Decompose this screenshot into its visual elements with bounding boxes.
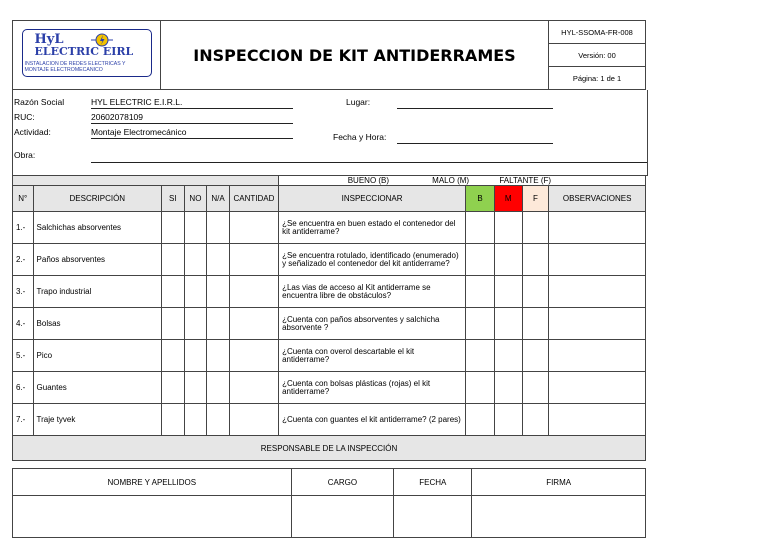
table-row bbox=[13, 308, 646, 340]
fecha-hora-field[interactable] bbox=[397, 143, 553, 144]
row-question: ¿Se encuentra rotulado, identificado (enumerado) y señalizado el contenedor del kit antiderrame? bbox=[279, 244, 466, 276]
na-cell[interactable] bbox=[207, 212, 230, 244]
col-nombre: NOMBRE Y APELLIDOS bbox=[13, 469, 292, 496]
legend-row bbox=[13, 176, 646, 186]
inspection-form bbox=[12, 20, 646, 539]
row-description: Bolsas bbox=[33, 308, 161, 340]
obra-field[interactable] bbox=[91, 162, 647, 163]
si-cell[interactable] bbox=[162, 276, 185, 308]
b-cell[interactable] bbox=[466, 212, 495, 244]
column-header-row bbox=[13, 186, 646, 212]
b-cell[interactable] bbox=[466, 244, 495, 276]
col-na: N/A bbox=[207, 186, 230, 212]
col-descripcion: DESCRIPCIÓN bbox=[33, 186, 161, 212]
f-cell[interactable] bbox=[522, 276, 549, 308]
observaciones-cell[interactable] bbox=[549, 372, 646, 404]
cantidad-cell[interactable] bbox=[229, 308, 278, 340]
col-fecha: FECHA bbox=[394, 469, 472, 496]
logo-text-tagline: INSTALACION DE REDES ELECTRICAS Y MONTAJE ELECTROMECANICO bbox=[24, 60, 126, 73]
table-row bbox=[13, 212, 646, 244]
si-cell[interactable] bbox=[162, 372, 185, 404]
row-question: ¿Cuenta con guantes el kit antiderrame? (2 pares) bbox=[279, 404, 466, 436]
col-no: NO bbox=[184, 186, 207, 212]
observaciones-cell[interactable] bbox=[549, 212, 646, 244]
na-cell[interactable] bbox=[207, 340, 230, 372]
legend-bueno: BUENO (B) bbox=[347, 176, 390, 185]
cantidad-cell[interactable] bbox=[229, 404, 278, 436]
observaciones-cell[interactable] bbox=[549, 340, 646, 372]
company-logo bbox=[22, 29, 152, 77]
form-version: Versión: 00 bbox=[549, 44, 646, 67]
obra-label: Obra: bbox=[14, 150, 36, 160]
razon-social-underline bbox=[91, 108, 293, 109]
cantidad-cell[interactable] bbox=[229, 276, 278, 308]
na-cell[interactable] bbox=[207, 276, 230, 308]
actividad-label: Actividad: bbox=[14, 127, 51, 137]
row-number: 6.- bbox=[13, 372, 34, 404]
form-title: INSPECCION DE KIT ANTIDERRAMES bbox=[161, 21, 549, 90]
table-row bbox=[13, 340, 646, 372]
lugar-label: Lugar: bbox=[346, 97, 371, 107]
cantidad-cell[interactable] bbox=[229, 212, 278, 244]
m-cell[interactable] bbox=[494, 244, 522, 276]
no-cell[interactable] bbox=[184, 308, 207, 340]
row-number: 4.- bbox=[13, 308, 34, 340]
responsables-table bbox=[12, 468, 646, 538]
row-question: ¿Se encuentra en buen estado el contenedor del kit antiderrame? bbox=[279, 212, 466, 244]
general-info-section bbox=[12, 90, 648, 176]
no-cell[interactable] bbox=[184, 212, 207, 244]
f-cell[interactable] bbox=[522, 212, 549, 244]
row-description: Paños absorventes bbox=[33, 244, 161, 276]
na-cell[interactable] bbox=[207, 308, 230, 340]
b-cell[interactable] bbox=[466, 340, 495, 372]
actividad-underline bbox=[91, 138, 293, 139]
m-cell[interactable] bbox=[494, 276, 522, 308]
legend-malo: MALO (M) bbox=[432, 176, 470, 185]
b-cell[interactable] bbox=[466, 276, 495, 308]
responsables-title: RESPONSABLE DE LA INSPECCIÓN bbox=[13, 436, 646, 461]
logo-text-hyl: HyL bbox=[34, 31, 64, 47]
cantidad-cell[interactable] bbox=[229, 340, 278, 372]
observaciones-cell[interactable] bbox=[549, 308, 646, 340]
f-cell[interactable] bbox=[522, 372, 549, 404]
na-cell[interactable] bbox=[207, 372, 230, 404]
form-page: Página: 1 de 1 bbox=[549, 67, 646, 90]
cargo-cell[interactable] bbox=[291, 496, 394, 538]
table-row bbox=[13, 372, 646, 404]
no-cell[interactable] bbox=[184, 276, 207, 308]
m-cell[interactable] bbox=[494, 308, 522, 340]
table-row bbox=[13, 276, 646, 308]
row-number: 1.- bbox=[13, 212, 34, 244]
razon-social-value: HYL ELECTRIC E.I.R.L. bbox=[91, 97, 183, 107]
ruc-value: 20602078109 bbox=[91, 112, 144, 122]
si-cell[interactable] bbox=[162, 404, 185, 436]
col-si: SI bbox=[162, 186, 185, 212]
row-number: 3.- bbox=[13, 276, 34, 308]
no-cell[interactable] bbox=[184, 372, 207, 404]
ruc-underline bbox=[91, 123, 293, 124]
row-description: Pico bbox=[33, 340, 161, 372]
legend-faltante: FALTANTE (F) bbox=[499, 176, 552, 185]
row-number: 5.- bbox=[13, 340, 34, 372]
cantidad-cell[interactable] bbox=[229, 372, 278, 404]
m-cell[interactable] bbox=[494, 212, 522, 244]
row-question: ¿Cuenta con bolsas plásticas (rojas) el kit antiderrame? bbox=[279, 372, 466, 404]
si-cell[interactable] bbox=[162, 308, 185, 340]
row-description: Salchichas absorventes bbox=[33, 212, 161, 244]
m-cell[interactable] bbox=[494, 372, 522, 404]
form-code: HYL-SSOMA-FR-008 bbox=[549, 21, 646, 44]
na-cell[interactable] bbox=[207, 244, 230, 276]
no-cell[interactable] bbox=[184, 404, 207, 436]
f-cell[interactable] bbox=[522, 404, 549, 436]
m-cell[interactable] bbox=[494, 340, 522, 372]
col-firma: FIRMA bbox=[472, 469, 646, 496]
observaciones-cell[interactable] bbox=[549, 276, 646, 308]
no-cell[interactable] bbox=[184, 244, 207, 276]
firma-cell[interactable] bbox=[472, 496, 646, 538]
si-cell[interactable] bbox=[162, 340, 185, 372]
ruc-label: RUC: bbox=[14, 112, 35, 122]
f-cell[interactable] bbox=[522, 244, 549, 276]
actividad-value: Montaje Electromecánico bbox=[91, 127, 187, 137]
b-cell[interactable] bbox=[466, 372, 495, 404]
f-cell[interactable] bbox=[522, 308, 549, 340]
logo-text-electric: ELECTRIC EIRL bbox=[34, 44, 134, 58]
col-cantidad: CANTIDAD bbox=[229, 186, 278, 212]
col-f: F bbox=[522, 186, 549, 212]
b-cell[interactable] bbox=[466, 308, 495, 340]
col-b: B bbox=[466, 186, 495, 212]
col-inspeccionar: INSPECCIONAR bbox=[279, 186, 466, 212]
col-n: N° bbox=[13, 186, 34, 212]
checklist-table bbox=[12, 175, 646, 461]
fecha-cell[interactable] bbox=[394, 496, 472, 538]
row-number: 7.- bbox=[13, 404, 34, 436]
m-cell[interactable] bbox=[494, 404, 522, 436]
b-cell[interactable] bbox=[466, 404, 495, 436]
row-question: ¿Cuenta con overol descartable el kit antiderrame? bbox=[279, 340, 466, 372]
observaciones-cell[interactable] bbox=[549, 404, 646, 436]
col-cargo: CARGO bbox=[291, 469, 394, 496]
na-cell[interactable] bbox=[207, 404, 230, 436]
responsables-title-row bbox=[13, 436, 646, 461]
nombre-cell[interactable] bbox=[13, 496, 292, 538]
si-cell[interactable] bbox=[162, 244, 185, 276]
table-row bbox=[13, 404, 646, 436]
row-description: Traje tyvek bbox=[33, 404, 161, 436]
lugar-field[interactable] bbox=[397, 108, 553, 109]
col-observaciones: OBSERVACIONES bbox=[549, 186, 646, 212]
logo-cell bbox=[13, 21, 161, 90]
row-number: 2.- bbox=[13, 244, 34, 276]
no-cell[interactable] bbox=[184, 340, 207, 372]
row-question: ¿Las vias de acceso al Kit antiderrame se encuentra libre de obstáculos? bbox=[279, 276, 466, 308]
form-header bbox=[12, 20, 646, 90]
fecha-hora-label: Fecha y Hora: bbox=[333, 132, 387, 142]
table-row bbox=[13, 244, 646, 276]
row-description: Guantes bbox=[33, 372, 161, 404]
row-description: Trapo industrial bbox=[33, 276, 161, 308]
f-cell[interactable] bbox=[522, 340, 549, 372]
observaciones-cell[interactable] bbox=[549, 244, 646, 276]
row-question: ¿Cuenta con paños absorventes y salchicha absorvente ? bbox=[279, 308, 466, 340]
col-m: M bbox=[494, 186, 522, 212]
cantidad-cell[interactable] bbox=[229, 244, 278, 276]
si-cell[interactable] bbox=[162, 212, 185, 244]
razon-social-label: Razón Social bbox=[14, 97, 65, 107]
